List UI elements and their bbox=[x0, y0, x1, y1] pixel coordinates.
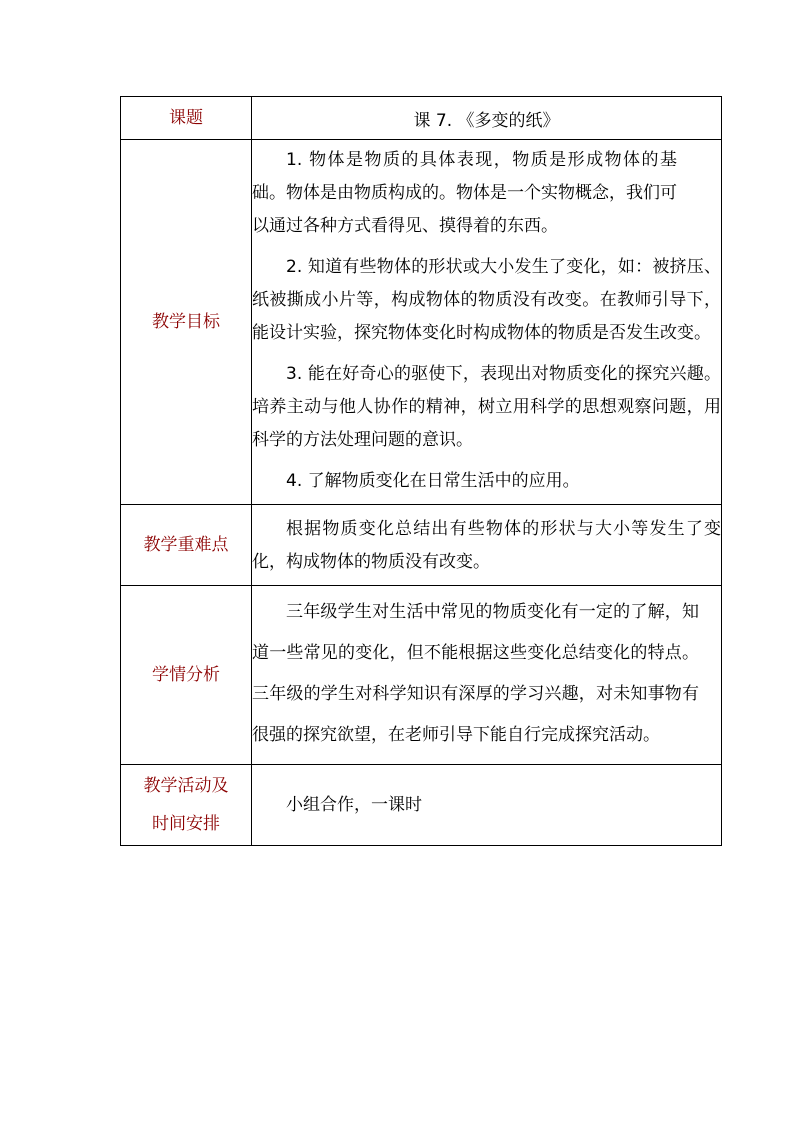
analysis-label: 学情分析 bbox=[121, 586, 252, 765]
objective-4: 4. 了解物质变化在日常生活中的应用。 bbox=[286, 471, 580, 491]
topic-row bbox=[121, 97, 722, 140]
lesson-plan-table bbox=[120, 96, 722, 846]
objective-2: 2. 知道有些物体的形状或大小发生了变化，如：被挤压、纸被撕成小片等，构成物体的物质没有改变。在教师引导下，能设计实验，探究物体变化时构成物体的物质是否发生改变。 bbox=[252, 257, 721, 343]
activities-content bbox=[252, 765, 722, 846]
activities-text: 小组合作，一课时 bbox=[286, 794, 422, 815]
activities-label bbox=[121, 765, 252, 846]
analysis-content bbox=[252, 586, 722, 765]
activities-label-line2: 时间安排 bbox=[152, 814, 220, 834]
key-points-label: 教学重难点 bbox=[121, 505, 252, 586]
key-points-row bbox=[121, 505, 722, 586]
key-points-content bbox=[252, 505, 722, 586]
activities-label-line1: 教学活动及 bbox=[143, 776, 229, 796]
activities-row bbox=[121, 765, 722, 846]
objective-1: 1. 物体是物质的具体表现，物质是形成物体的基础。物体是由物质构成的。物体是一个实物概念，我们可以通过各种方式看得见、摸得着的东西。 bbox=[252, 150, 677, 236]
topic-label: 课题 bbox=[121, 97, 252, 140]
objectives-content bbox=[252, 140, 722, 505]
objectives-label: 教学目标 bbox=[121, 140, 252, 505]
topic-value: 课 7. 《多变的纸》 bbox=[252, 97, 722, 140]
analysis-text: 三年级学生对生活中常见的物质变化有一定的了解，知道一些常见的变化，但不能根据这些变化总结变化的特点。三年级的学生对科学知识有深厚的学习兴趣，对未知事物有很强的探究欲望，在老师引导下能自行完成探究活动。 bbox=[252, 602, 699, 745]
objective-3: 3. 能在好奇心的驱使下，表现出对物质变化的探究兴趣。培养主动与他人协作的精神，树立用科学的思想观察问题，用科学的方法处理问题的意识。 bbox=[252, 364, 721, 450]
analysis-row bbox=[121, 586, 722, 765]
objectives-row bbox=[121, 140, 722, 505]
key-points-text: 根据物质变化总结出有些物体的形状与大小等发生了变化，构成物体的物质没有改变。 bbox=[252, 519, 721, 572]
